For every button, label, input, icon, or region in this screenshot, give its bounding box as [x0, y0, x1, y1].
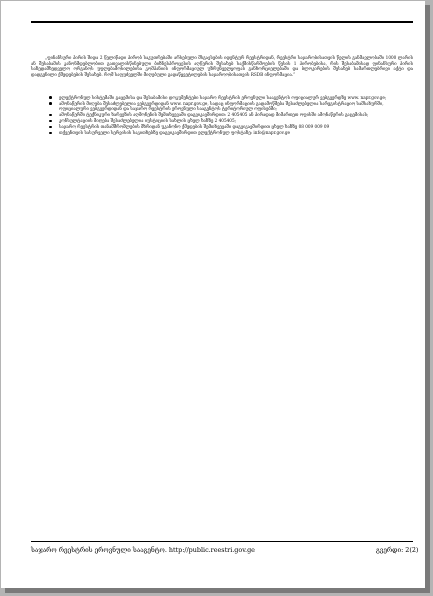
intro-paragraph: „ფინანსური პირის შიდა 2 წელიწადი პირობ საკუთრებაში არსებული მსგავსების იდენტურ რეესტრიდან, რეესტრი საჯარობისათვის წელის განმავლობაში 1000 ლარის ან შესაბამის კანონმდებლობით გათვალისწინებული ბიზნესპროცესის აღწერის შესახებ საქმისწარმოების წესის 1 პირობებისა, რის შესაბამისად ფინანსური პირის საზედამხედველო ორგანოს უფლებამოსილებისა კომპანიის ინფორმაციულ უზრუნველყოფას განხორციელებაში და ბლოკირების შესახებ სამართლებრივი აქტი და დადგენილი ქმედებების შესახებ. რომ საფუძველში მიღებული გადაწყვეტილების საჯაროობისათვის RSDB ინფორმაცია.“ — [31, 55, 413, 77]
page-shadow-right — [425, 5, 430, 592]
list-item-text: ამონაწერის მიღება შესაძლებელია ვებგვერდიდან www. napr.gov.ge, სადაც ინფორმაციის გადამოწმება შესაძლებელია სარეგისტრაციო სამსახურში, ოფიციალური ვებგვერდიდან და საჯარო რეესტრის ეროვნული სააგენტოს ტერიტორიულ ოფისებში; — [59, 101, 384, 112]
bullet-icon — [49, 96, 52, 99]
list-item — [49, 124, 411, 129]
list-item — [49, 101, 411, 112]
list-item — [49, 112, 411, 117]
bullet-icon — [49, 114, 52, 117]
header-rule — [31, 21, 413, 23]
bullet-icon — [49, 126, 52, 129]
list-item-text: კონსულტაციის მიღება შესაძლებელია იუსტიციის სახლის ცხელ ხაზზე 2 405405; — [59, 118, 237, 124]
list-item-text: თქვენთვის სასურველი სერვისის საკითხებზე დაგვიკავშირდით ელექტრონულ ფოსტაზე: info@napr.gov.ge — [59, 130, 291, 136]
list-item — [49, 95, 411, 100]
document-page — [1, 1, 425, 588]
page-number: გვერდი: 2(2) — [376, 546, 419, 554]
footer-rule — [31, 541, 413, 542]
bullet-icon — [49, 102, 52, 105]
info-bullet-list — [49, 95, 411, 136]
list-item-text: საჯარო რეესტრის თანამშრომლების მხრიდან უკანონო ქმედების შემთხვევაში დაგვიკავშირდით ცხელ ხაზზე 08 009 009 09 — [59, 124, 330, 130]
list-item — [49, 118, 411, 123]
list-item-text: ამონაწერში ტექნიკური ხარვეზის აღმოჩენის შემთხვევაში დაგვიკავშირდით: 2 405405 ან პირადად მიმართეთ ოფისში ამონაწერის გაცემისას; — [59, 112, 369, 118]
list-item-text: ელექტრონულ სისტემაში გაცემისა და შესაბამისი დოკუმენტები საჯარო რეესტრის ეროვნული სააგენტოს ოფიციალურ ვებგვერდზე www. napr.gov.ge; — [59, 95, 387, 100]
bullet-icon — [49, 120, 52, 123]
bullet-icon — [49, 132, 52, 135]
footer-agency-text: საჯარო რეესტრის ეროვნული სააგენტო. http://public.reestri.gov.ge — [31, 546, 255, 554]
page-shadow-bottom — [5, 588, 430, 593]
list-item — [49, 130, 411, 135]
